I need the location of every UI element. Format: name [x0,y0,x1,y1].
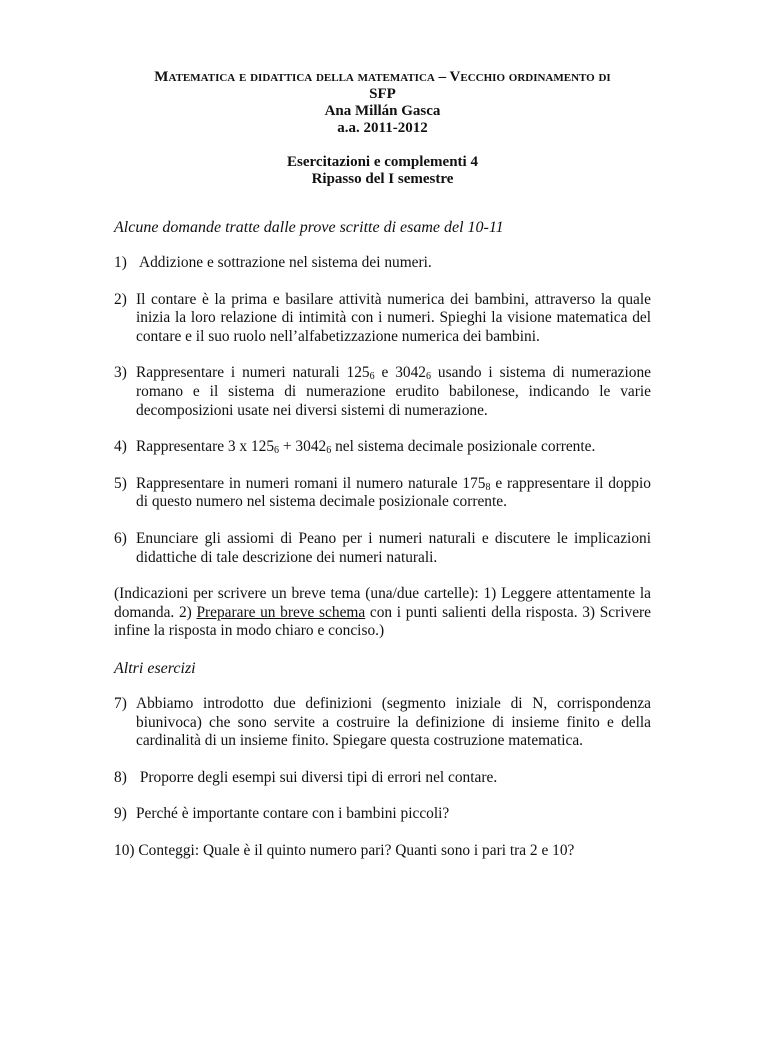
question-10 [114,842,651,861]
question-text: Enunciare gli assiomi di Peano per i numeri naturali e discutere le implicazioni didattiche di tale descrizione dei numeri naturali. [136,529,651,566]
question-text: Addizione e sottrazione nel sistema dei numeri. [139,254,432,271]
base-subscript: 6 [274,445,280,457]
base-subscript: 6 [369,371,375,383]
question-number: 10) [114,841,135,859]
question-number: 6) [114,529,127,547]
question-text-part: usando i sistema di numerazione romano e il sistema di numerazione erudito babilonese, indicando le varie decomposizioni usate nei diversi sistemi di numerazione. [136,364,652,419]
question-1 [114,254,651,273]
question-text-part: nel sistema decimale posizionale corrente. [331,438,596,456]
title-line-1: Esercitazioni e complementi 4 [287,154,478,170]
document-title [114,154,651,188]
question-number: 9) [114,805,127,823]
question-text: Perché è importante contare con i bambini piccoli? [136,805,450,823]
question-text: Conteggi: Quale è il quinto numero pari? Quanti sono i pari tra 2 e 10? [138,841,575,859]
question-text: Proporre degli esempi sui diversi tipi di errori nel contare. [139,768,498,786]
section-heading-exam-questions: Alcune domande tratte dalle prove scritte di esame del 10-11 [114,219,504,236]
question-3 [114,364,651,420]
question-text-part: Rappresentare in numeri romani il numero naturale 175 [136,474,486,492]
author-name: Ana Millán Gasca [324,103,441,119]
question-8 [114,769,651,788]
base-subscript: 6 [326,445,332,457]
question-number: 2) [114,290,127,308]
academic-year: a.a. 2011-2012 [337,120,428,136]
question-text-part: + 3042 [279,438,327,456]
note-text: (Indicazioni per scrivere un breve tema (una/due cartelle): 1) Leggere attentamente la domanda. 2) [114,585,651,621]
note-underlined-text: Preparare un breve schema [196,603,366,621]
question-text-part: e 3042 [374,364,427,382]
question-number: 5) [114,474,127,492]
title-line-2: Ripasso del I semestre [311,171,454,187]
writing-instructions-note [114,585,651,641]
question-text-part: Rappresentare i numeri naturali 125 [136,364,370,382]
document-page [0,69,768,1063]
note-text: con i punti salienti della risposta. 3) Scrivere infine la risposta in modo chiaro e conciso.) [114,603,652,640]
question-number: 7) [114,694,127,712]
section-heading-other-exercises: Altri esercizi [114,659,196,677]
question-7 [114,695,651,751]
question-number: 1) [114,254,127,271]
course-title: Matematica e didattica della matematica – Vecchio ordinamento di [154,69,611,85]
question-6 [114,530,651,567]
question-2 [114,291,651,347]
question-number: 4) [114,438,127,456]
question-text: Abbiamo introdotto due definizioni (segmento iniziale di N, corrispondenza biunivoca) che sono servite a costruire la definizione di insieme finito e della cardinalità di un insieme finito. Spiegare questa costruzione matematica. [136,694,651,750]
question-text: Il contare è la prima e basilare attività numerica dei bambini, attraverso la quale inizia la loro relazione di intimità con i numeri. Spieghi la visione matematica del contare e il suo ruolo nell’alfabetizzazione numerica dei bambini. [136,290,651,345]
document-header [114,69,651,137]
question-text-part: Rappresentare 3 x 125 [136,438,275,456]
question-4 [114,438,651,457]
question-text-part: e rappresentare il doppio di questo numero nel sistema decimale posizionale corrente. [136,474,651,511]
question-number: 3) [114,364,127,382]
question-number: 8) [114,768,127,786]
question-5 [114,475,651,512]
question-9 [114,805,651,824]
base-subscript: 6 [426,371,432,383]
base-subscript: 8 [485,481,491,493]
course-title-cont: SFP [369,86,396,102]
